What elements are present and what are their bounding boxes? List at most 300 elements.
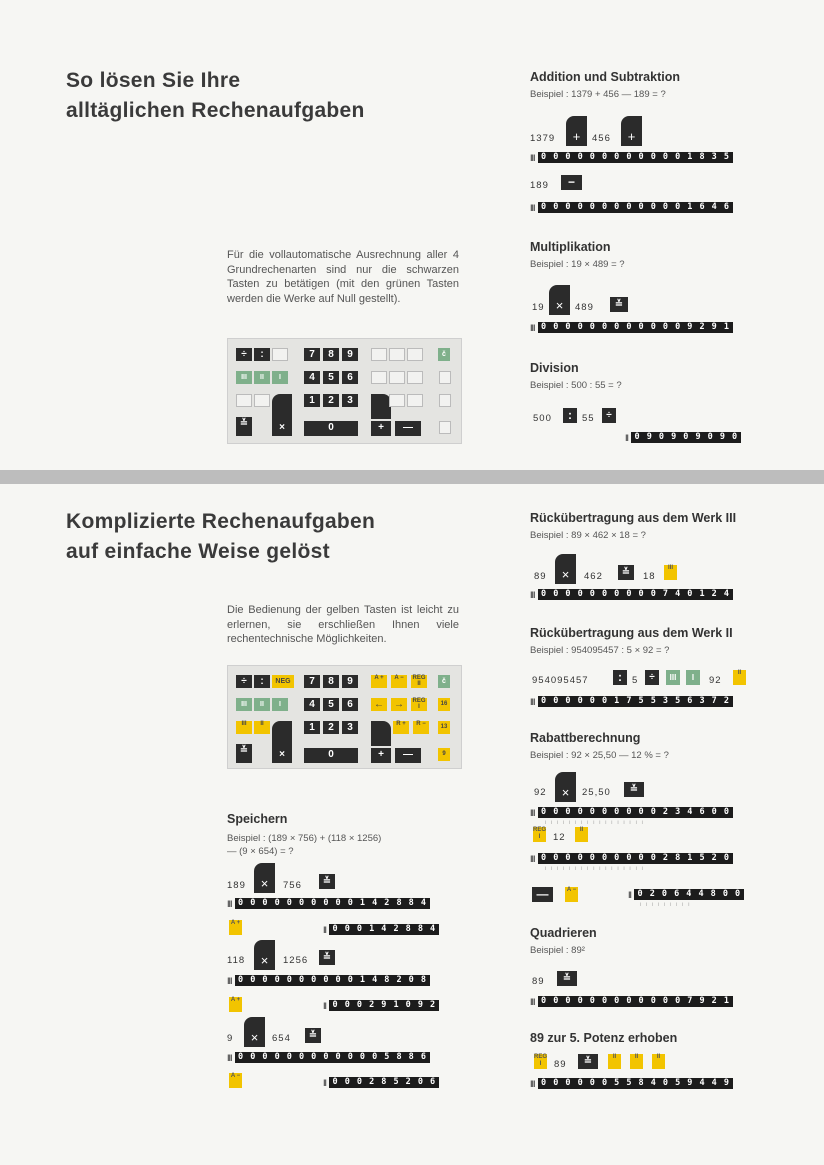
register-digit: 4 bbox=[699, 1078, 705, 1088]
key-green[interactable]: III bbox=[236, 371, 252, 384]
register-digit: 4 bbox=[420, 898, 426, 908]
key[interactable]: ÷ bbox=[236, 675, 252, 688]
register-digit: 5 bbox=[723, 152, 729, 162]
register-digit: 0 bbox=[662, 322, 669, 332]
key[interactable]: 6 bbox=[342, 371, 358, 384]
register-digit: 0 bbox=[589, 807, 595, 817]
recall-iii-key[interactable]: III bbox=[236, 721, 252, 734]
register-mark: III bbox=[530, 853, 535, 864]
key[interactable]: 5 bbox=[323, 371, 339, 384]
register-digit: 9 bbox=[699, 996, 705, 1006]
register-digits bbox=[538, 322, 733, 333]
register-digit: 0 bbox=[250, 1052, 256, 1062]
operand: 1256 bbox=[283, 955, 309, 966]
key-blank[interactable] bbox=[272, 348, 288, 361]
register-digit: 0 bbox=[638, 589, 644, 599]
register-digit: 0 bbox=[311, 898, 317, 908]
register-digit: 0 bbox=[650, 853, 656, 863]
register-digit: 0 bbox=[614, 807, 620, 817]
register-digit: 6 bbox=[699, 807, 705, 817]
register-digit: 0 bbox=[286, 1052, 292, 1062]
recall-ii-key[interactable]: II bbox=[608, 1054, 621, 1069]
operand: 89 bbox=[554, 1059, 567, 1070]
accumulate-plus-key[interactable]: A + bbox=[371, 675, 387, 688]
register-digit: 0 bbox=[565, 696, 571, 706]
register-digit: 0 bbox=[577, 202, 583, 212]
operand: 18 bbox=[643, 571, 656, 582]
equals-key[interactable]: ≚ bbox=[610, 297, 628, 312]
memory-bar bbox=[323, 924, 439, 935]
register-digit: 0 bbox=[614, 322, 620, 332]
register-digit: 4 bbox=[650, 1078, 656, 1088]
register-digit: 8 bbox=[405, 924, 411, 934]
key[interactable]: 7 bbox=[304, 348, 320, 361]
register-digit: 0 bbox=[274, 898, 280, 908]
minus-key[interactable]: — bbox=[532, 887, 553, 902]
key[interactable]: 2 bbox=[323, 394, 339, 407]
key-blank[interactable] bbox=[439, 421, 451, 434]
key[interactable]: 4 bbox=[304, 698, 320, 711]
key-green[interactable]: I bbox=[272, 698, 288, 711]
section-quadrieren bbox=[530, 926, 810, 957]
register-digit: 0 bbox=[335, 1052, 341, 1062]
register-digit: 2 bbox=[393, 924, 399, 934]
side-key[interactable]: 13 bbox=[438, 721, 450, 734]
operand: 500 bbox=[533, 413, 552, 424]
multiply-key[interactable]: × bbox=[244, 1017, 265, 1047]
register-digit: 0 bbox=[614, 853, 620, 863]
key[interactable]: : bbox=[254, 675, 270, 688]
example: Beispiel : 954095457 : 5 × 92 = ? bbox=[530, 645, 670, 656]
register-digit: 1 bbox=[723, 322, 729, 332]
register-digit: 0 bbox=[335, 898, 341, 908]
key[interactable]: 8 bbox=[323, 675, 339, 688]
register-digit: 5 bbox=[675, 1078, 681, 1088]
accumulate-key[interactable]: A + bbox=[229, 997, 242, 1012]
register-digit: 0 bbox=[661, 889, 668, 899]
register-digit: 0 bbox=[344, 924, 350, 934]
register-digit: 0 bbox=[286, 975, 292, 985]
operand: 462 bbox=[584, 571, 603, 582]
section-speichern bbox=[227, 812, 467, 858]
register-digit: 6 bbox=[430, 1077, 436, 1087]
accumulate-key[interactable]: A − bbox=[229, 1073, 242, 1088]
register-digit: 2 bbox=[662, 853, 669, 863]
register-digit: 2 bbox=[649, 889, 655, 899]
accumulate-key[interactable]: A + bbox=[229, 920, 242, 935]
register-digit: 2 bbox=[711, 996, 717, 1006]
register-digit: 2 bbox=[711, 589, 717, 599]
register-digit: 6 bbox=[674, 889, 680, 899]
key-blank[interactable] bbox=[439, 371, 451, 384]
register-digit: 0 bbox=[250, 975, 256, 985]
register-mark: III bbox=[530, 322, 535, 333]
divide-key[interactable]: : bbox=[613, 670, 627, 685]
register-digit: 0 bbox=[323, 975, 329, 985]
register-digit: 0 bbox=[589, 202, 595, 212]
example: Beispiel : 89 × 462 × 18 = ? bbox=[530, 530, 646, 541]
shift-right-key[interactable]: → bbox=[391, 698, 407, 711]
section-title: Rückübertragung aus dem Werk III bbox=[530, 511, 737, 525]
recall-ii-key[interactable]: II bbox=[733, 670, 746, 685]
register-digit: 0 bbox=[675, 152, 681, 162]
key[interactable]: 8 bbox=[323, 348, 339, 361]
register-digit: 2 bbox=[662, 807, 669, 817]
key-large[interactable] bbox=[371, 394, 391, 419]
key[interactable]: × bbox=[272, 421, 292, 436]
section-title: 89 zur 5. Potenz erhoben bbox=[530, 1031, 678, 1045]
register-digit: 9 bbox=[711, 322, 717, 332]
register-digit: 0 bbox=[356, 924, 363, 934]
register-digit: 0 bbox=[650, 589, 656, 599]
register-digit: 0 bbox=[541, 807, 547, 817]
register-digit: 9 bbox=[687, 1078, 693, 1088]
recall-iii-key[interactable]: III bbox=[664, 565, 677, 580]
register-digit: 1 bbox=[699, 589, 705, 599]
register-digit: 0 bbox=[638, 152, 644, 162]
key[interactable]: + bbox=[371, 748, 391, 763]
register-digit: 0 bbox=[565, 807, 571, 817]
register-digit: 0 bbox=[541, 696, 547, 706]
multiply-key[interactable]: × bbox=[555, 554, 576, 584]
key-blank[interactable] bbox=[236, 394, 252, 407]
register-digit: 0 bbox=[553, 853, 559, 863]
register-digit: 0 bbox=[417, 1077, 423, 1087]
key-corner[interactable]: č bbox=[438, 348, 450, 361]
key-blank[interactable] bbox=[389, 394, 405, 407]
key[interactable]: ≚ bbox=[236, 417, 252, 436]
key-green[interactable]: I bbox=[272, 371, 288, 384]
key[interactable]: 2 bbox=[323, 721, 339, 734]
register-bar bbox=[227, 898, 430, 909]
register-digit: 8 bbox=[675, 853, 681, 863]
register-digit: 9 bbox=[723, 1078, 729, 1088]
key-blank[interactable] bbox=[439, 394, 451, 407]
key[interactable]: — bbox=[395, 748, 421, 763]
register-mark: III bbox=[227, 1052, 232, 1063]
register-digit: 5 bbox=[675, 696, 681, 706]
key[interactable]: : bbox=[254, 348, 270, 361]
key[interactable]: ÷ bbox=[236, 348, 252, 361]
register-digit: 4 bbox=[372, 898, 378, 908]
register-digit: 0 bbox=[577, 807, 583, 817]
neg-key[interactable]: NEG bbox=[272, 675, 294, 688]
register-digit: 0 bbox=[553, 152, 559, 162]
register-digit: 1 bbox=[723, 996, 729, 1006]
register-digit: 0 bbox=[626, 996, 632, 1006]
register-digit: 0 bbox=[323, 1052, 329, 1062]
register-digit: 0 bbox=[634, 432, 640, 442]
register-digit: 0 bbox=[662, 202, 669, 212]
recall-ii-key[interactable]: II bbox=[254, 721, 270, 734]
register-digit: 0 bbox=[565, 152, 571, 162]
register-bar bbox=[530, 152, 733, 163]
register-digit: 4 bbox=[698, 889, 704, 899]
register-mark: III bbox=[530, 1078, 535, 1089]
register-digit: 0 bbox=[732, 432, 738, 442]
key[interactable]: 9 bbox=[342, 675, 358, 688]
key-green[interactable]: III bbox=[236, 698, 252, 711]
register-digit: 5 bbox=[699, 853, 705, 863]
register-digit: 2 bbox=[711, 853, 717, 863]
register-digit: 9 bbox=[687, 322, 693, 332]
register-digit: 0 bbox=[707, 432, 713, 442]
memory-digits bbox=[329, 1077, 439, 1088]
register-digit: 4 bbox=[430, 924, 436, 934]
accumulate-minus-key[interactable]: A − bbox=[391, 675, 407, 688]
minus-key[interactable]: − bbox=[561, 175, 582, 190]
key-large[interactable] bbox=[371, 721, 391, 746]
example: Beispiel : 19 × 489 = ? bbox=[530, 259, 625, 270]
key-blank[interactable] bbox=[371, 348, 387, 361]
key[interactable]: 1 bbox=[304, 721, 320, 734]
key-blank[interactable] bbox=[389, 371, 405, 384]
register-digit: 0 bbox=[601, 996, 608, 1006]
register-digit: 0 bbox=[250, 898, 256, 908]
section-title: Division bbox=[530, 361, 579, 375]
register-digit: 0 bbox=[650, 996, 656, 1006]
key[interactable]: 6 bbox=[342, 698, 358, 711]
key[interactable]: 7 bbox=[304, 675, 320, 688]
register-digit: 0 bbox=[638, 853, 644, 863]
key[interactable]: + bbox=[371, 421, 391, 436]
register-digit: 0 bbox=[541, 853, 547, 863]
side-key[interactable]: č bbox=[438, 675, 450, 688]
round-minus-key[interactable]: R − bbox=[413, 721, 429, 734]
reg-i-key[interactable]: REG I bbox=[533, 827, 547, 840]
reg-ii-key[interactable]: REG II bbox=[412, 675, 426, 687]
register-mark: II bbox=[323, 1000, 327, 1011]
key[interactable]: × bbox=[272, 748, 292, 763]
register-digit: 4 bbox=[686, 889, 692, 899]
register-digit: 0 bbox=[626, 202, 632, 212]
multiply-key[interactable]: × bbox=[555, 772, 576, 802]
register-digits bbox=[631, 432, 741, 443]
register-digit: 0 bbox=[347, 898, 353, 908]
register-digit: 9 bbox=[695, 432, 701, 442]
register-digit: 0 bbox=[332, 1077, 338, 1087]
operand: 654 bbox=[272, 1033, 291, 1044]
key[interactable]: ≚ bbox=[236, 744, 252, 763]
register-bar bbox=[530, 996, 733, 1007]
equals-key[interactable]: ÷ bbox=[602, 408, 616, 423]
register-digit: 6 bbox=[699, 202, 705, 212]
round-plus-key[interactable]: R + bbox=[393, 721, 409, 734]
key[interactable]: 3 bbox=[342, 721, 358, 734]
register-digit: 4 bbox=[711, 1078, 717, 1088]
register-digit: 0 bbox=[565, 996, 571, 1006]
equals-key[interactable]: ≚ bbox=[305, 1028, 321, 1043]
register-digits bbox=[538, 696, 733, 707]
key[interactable]: 4 bbox=[304, 371, 320, 384]
example: Beispiel : (189 × 756) + (118 × 1256) bbox=[227, 833, 382, 844]
register-digit: 8 bbox=[699, 152, 705, 162]
register-bar bbox=[530, 589, 733, 600]
key[interactable]: 3 bbox=[342, 394, 358, 407]
register-digit: 0 bbox=[541, 996, 547, 1006]
key-blank[interactable] bbox=[407, 348, 423, 361]
register-digit: 0 bbox=[541, 152, 547, 162]
operand: 55 bbox=[582, 413, 595, 424]
green-key-iii[interactable]: III bbox=[666, 670, 680, 685]
register-digit: 0 bbox=[553, 807, 559, 817]
equals-key[interactable]: ≚ bbox=[319, 874, 335, 889]
register-digit: 0 bbox=[565, 853, 571, 863]
operand: 25,50 bbox=[582, 787, 611, 798]
key-blank[interactable] bbox=[254, 394, 270, 407]
side-key[interactable]: 16 bbox=[438, 698, 450, 711]
register-digit: 0 bbox=[553, 996, 559, 1006]
register-digits bbox=[235, 898, 430, 909]
multiply-key[interactable]: × bbox=[549, 285, 570, 315]
register-digit: 4 bbox=[723, 589, 729, 599]
multiply-key[interactable]: × bbox=[254, 863, 275, 893]
register-digit: 4 bbox=[675, 589, 681, 599]
divider-band bbox=[0, 470, 824, 484]
key-zero[interactable]: 0 bbox=[304, 748, 358, 763]
operand: 489 bbox=[575, 302, 594, 313]
example: Beispiel : 1379 + 456 — 189 = ? bbox=[530, 89, 666, 100]
multiply-key[interactable]: × bbox=[254, 940, 275, 970]
register-digit: 0 bbox=[614, 152, 620, 162]
memory-digits bbox=[329, 924, 439, 935]
section-title: Quadrieren bbox=[530, 926, 597, 940]
register-digit: 0 bbox=[626, 589, 632, 599]
key-blank[interactable] bbox=[371, 371, 387, 384]
equals-key[interactable]: ≚ bbox=[319, 950, 335, 965]
register-digit: 0 bbox=[286, 898, 292, 908]
register-digit: 0 bbox=[577, 152, 583, 162]
equals-key[interactable]: ÷ bbox=[645, 670, 659, 685]
register-digit: 0 bbox=[662, 1078, 669, 1088]
register-digit: 0 bbox=[675, 202, 681, 212]
heading-line: Komplizierte Rechenaufgaben bbox=[66, 510, 376, 533]
section-division bbox=[530, 361, 790, 392]
key-blank[interactable] bbox=[407, 394, 423, 407]
register-bar bbox=[530, 807, 733, 818]
register-digit: 4 bbox=[687, 807, 693, 817]
register-digit: 0 bbox=[687, 589, 693, 599]
operand: 12 bbox=[553, 832, 566, 843]
side-key[interactable]: 9 bbox=[438, 748, 450, 761]
equals-key[interactable]: ≚ bbox=[578, 1054, 598, 1069]
green-key-i[interactable]: I bbox=[686, 670, 700, 685]
register-digit: 0 bbox=[650, 152, 656, 162]
key-blank[interactable] bbox=[389, 348, 405, 361]
position-ticks: ||||||||||||||||| bbox=[545, 819, 648, 824]
example: Beispiel : 500 : 55 = ? bbox=[530, 380, 622, 391]
register-digit: 0 bbox=[553, 589, 559, 599]
equals-key[interactable]: ≚ bbox=[618, 565, 634, 580]
register-digit: 8 bbox=[420, 975, 426, 985]
register-digit: 0 bbox=[577, 696, 583, 706]
register-digit: 6 bbox=[723, 202, 729, 212]
shift-left-key[interactable]: ← bbox=[371, 698, 387, 711]
register-digit: 6 bbox=[420, 1052, 426, 1062]
register-mark: III bbox=[530, 152, 535, 163]
register-digit: 0 bbox=[722, 889, 728, 899]
recall-ii-key[interactable]: II bbox=[575, 827, 588, 842]
section-werk-ii bbox=[530, 626, 810, 657]
register-digit: 1 bbox=[687, 202, 693, 212]
register-digit: 0 bbox=[311, 975, 317, 985]
register-digit: 0 bbox=[274, 1052, 280, 1062]
register-digit: 0 bbox=[323, 898, 329, 908]
register-mark: III bbox=[227, 898, 232, 909]
register-digit: 9 bbox=[719, 432, 725, 442]
register-digit: 2 bbox=[369, 1077, 375, 1087]
section-title: Addition und Subtraktion bbox=[530, 70, 680, 84]
register-digit: 2 bbox=[369, 1000, 375, 1010]
register-digit: 0 bbox=[541, 1078, 547, 1088]
key-zero[interactable]: 0 bbox=[304, 421, 358, 436]
register-digit: 9 bbox=[646, 432, 652, 442]
register-digit: 0 bbox=[335, 975, 341, 985]
section-title: Multiplikation bbox=[530, 240, 611, 254]
register-digit: 2 bbox=[723, 696, 729, 706]
register-digit: 7 bbox=[687, 996, 693, 1006]
register-digit: 0 bbox=[262, 898, 268, 908]
register-digit: 5 bbox=[638, 696, 644, 706]
register-digits bbox=[538, 202, 733, 213]
equals-key[interactable]: ≚ bbox=[557, 971, 577, 986]
section-addition bbox=[530, 70, 790, 101]
key[interactable]: 5 bbox=[323, 698, 339, 711]
key-green[interactable]: II bbox=[254, 698, 270, 711]
accumulate-minus-key[interactable]: A − bbox=[565, 887, 578, 902]
divide-key[interactable]: : bbox=[563, 408, 577, 423]
register-digit: 0 bbox=[683, 432, 689, 442]
plus-key[interactable]: + bbox=[621, 116, 642, 146]
register-digit: 0 bbox=[262, 1052, 268, 1062]
register-digits bbox=[538, 807, 733, 818]
register-digit: 7 bbox=[711, 696, 717, 706]
register-digit: 0 bbox=[614, 996, 620, 1006]
register-digit: 0 bbox=[626, 853, 632, 863]
register-digits bbox=[538, 152, 733, 163]
register-digit: 0 bbox=[675, 996, 681, 1006]
reg-i-key[interactable]: REG I bbox=[412, 698, 426, 710]
register-digit: 1 bbox=[687, 152, 693, 162]
register-digit: 0 bbox=[408, 975, 414, 985]
operand: 189 bbox=[227, 880, 246, 891]
operand: 756 bbox=[283, 880, 302, 891]
key[interactable]: 9 bbox=[342, 348, 358, 361]
equals-key[interactable]: ≚ bbox=[624, 782, 644, 797]
register-digit: 1 bbox=[687, 853, 693, 863]
memory-digits bbox=[329, 1000, 439, 1011]
recall-ii-key[interactable]: II bbox=[652, 1054, 665, 1069]
key-green[interactable]: II bbox=[254, 371, 270, 384]
register-digit: 0 bbox=[541, 589, 547, 599]
section-multiplication bbox=[530, 240, 790, 271]
operand: 189 bbox=[530, 180, 549, 191]
key-blank[interactable] bbox=[407, 371, 423, 384]
register-digit: 0 bbox=[356, 1077, 363, 1087]
key[interactable]: 1 bbox=[304, 394, 320, 407]
register-bar bbox=[625, 432, 741, 443]
reg-i-key[interactable]: REG I bbox=[534, 1054, 548, 1067]
register-digit: 0 bbox=[614, 202, 620, 212]
register-digit: 0 bbox=[311, 1052, 317, 1062]
recall-ii-key[interactable]: II bbox=[630, 1054, 643, 1069]
register-digit: 0 bbox=[577, 853, 583, 863]
register-digit: 0 bbox=[601, 853, 608, 863]
key[interactable]: — bbox=[395, 421, 421, 436]
register-digit: 1 bbox=[393, 1000, 399, 1010]
plus-key[interactable]: + bbox=[566, 116, 587, 146]
register-digit: 0 bbox=[238, 975, 244, 985]
